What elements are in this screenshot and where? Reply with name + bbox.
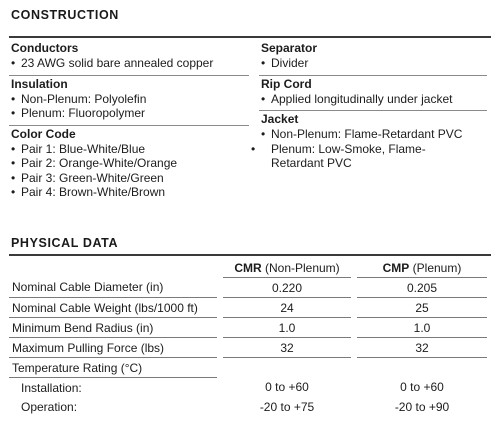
table-row xyxy=(9,338,487,358)
construction-right-column xyxy=(251,40,487,171)
bullet: • xyxy=(11,106,16,120)
cmr-value: 0 to +60 xyxy=(265,380,309,395)
construction-rule xyxy=(9,36,491,38)
cmp-value: 25 xyxy=(357,298,487,318)
physical-data-table xyxy=(9,258,487,416)
installation-label: Installation: xyxy=(21,380,82,395)
table-row xyxy=(9,358,487,378)
construction-left-column xyxy=(9,40,249,200)
bullet: • xyxy=(11,56,16,70)
cmr-value: 32 xyxy=(223,338,351,358)
row-label: Maximum Pulling Force (lbs) xyxy=(9,338,217,358)
bullet: • xyxy=(261,127,266,141)
insulation-heading: Insulation xyxy=(9,75,249,92)
row-label: Nominal Cable Weight (lbs/1000 ft) xyxy=(9,298,217,318)
conductors-heading: Conductors xyxy=(11,41,79,55)
operation-label: Operation: xyxy=(21,399,78,414)
list-item: • 23 AWG solid bare annealed copper xyxy=(11,56,214,70)
row-label: Minimum Bend Radius (in) xyxy=(9,318,217,338)
physical-data-rule xyxy=(9,254,491,256)
cmp-value: 1.0 xyxy=(357,318,487,338)
bullet: • xyxy=(261,56,266,70)
table-header-row xyxy=(9,258,487,278)
bullet: • xyxy=(261,91,266,106)
list-item: • Non-Plenum: Flame-Retardant PVC xyxy=(261,127,463,141)
group-conductors xyxy=(9,40,249,71)
list-item: • Pair 3: Green-White/Green xyxy=(11,170,164,185)
cmr-value: -20 to +75 xyxy=(259,399,315,414)
group-rip-cord xyxy=(259,75,487,107)
group-separator xyxy=(259,40,487,71)
bullet: • xyxy=(11,141,16,156)
temperature-rating-label: Temperature Rating (°C) xyxy=(9,358,217,378)
group-insulation xyxy=(9,75,249,121)
jacket-heading: Jacket xyxy=(259,110,487,127)
list-item: • Divider xyxy=(261,56,309,70)
cmp-value: -20 to +90 xyxy=(394,399,450,414)
group-color-code xyxy=(9,125,249,200)
list-item: • Non-Plenum: Polyolefin xyxy=(11,91,147,106)
table-row xyxy=(9,378,487,398)
list-item: • Pair 2: Orange-White/Orange xyxy=(11,156,178,170)
bullet: • xyxy=(251,141,256,156)
bullet: • xyxy=(11,170,16,185)
table-row xyxy=(9,278,487,298)
list-item: • Pair 1: Blue-White/Blue xyxy=(11,141,146,156)
list-item: • Pair 4: Brown-White/Brown xyxy=(11,185,166,199)
cmp-value: 32 xyxy=(357,338,487,358)
list-item: • Plenum: Low-Smoke, Flame-Retardant PVC xyxy=(251,141,426,170)
cmp-value: 0 to +60 xyxy=(400,380,444,395)
physical-data-title: PHYSICAL DATA xyxy=(11,236,119,250)
cmr-value: 1.0 xyxy=(223,318,351,338)
cmp-value: 0.205 xyxy=(357,278,487,298)
cmr-value: 24 xyxy=(223,298,351,318)
bullet: • xyxy=(11,185,16,199)
column-header-cmr: CMR (Non-Plenum) xyxy=(223,258,351,278)
list-item: • Applied longitudinally under jacket xyxy=(261,91,453,106)
bullet: • xyxy=(11,156,16,170)
group-jacket xyxy=(251,110,487,171)
table-row xyxy=(9,318,487,338)
column-header-cmp: CMP (Plenum) xyxy=(357,258,487,278)
bullet: • xyxy=(11,91,16,106)
list-item: • Plenum: Fluoropolymer xyxy=(11,106,146,120)
row-label: Nominal Cable Diameter (in) xyxy=(9,278,217,298)
color-code-heading: Color Code xyxy=(9,125,249,142)
table-row xyxy=(9,298,487,318)
cmr-value: 0.220 xyxy=(223,278,351,298)
separator-heading: Separator xyxy=(261,41,318,55)
table-row xyxy=(9,397,487,416)
construction-title: CONSTRUCTION xyxy=(11,8,119,22)
rip-cord-heading: Rip Cord xyxy=(259,75,487,92)
